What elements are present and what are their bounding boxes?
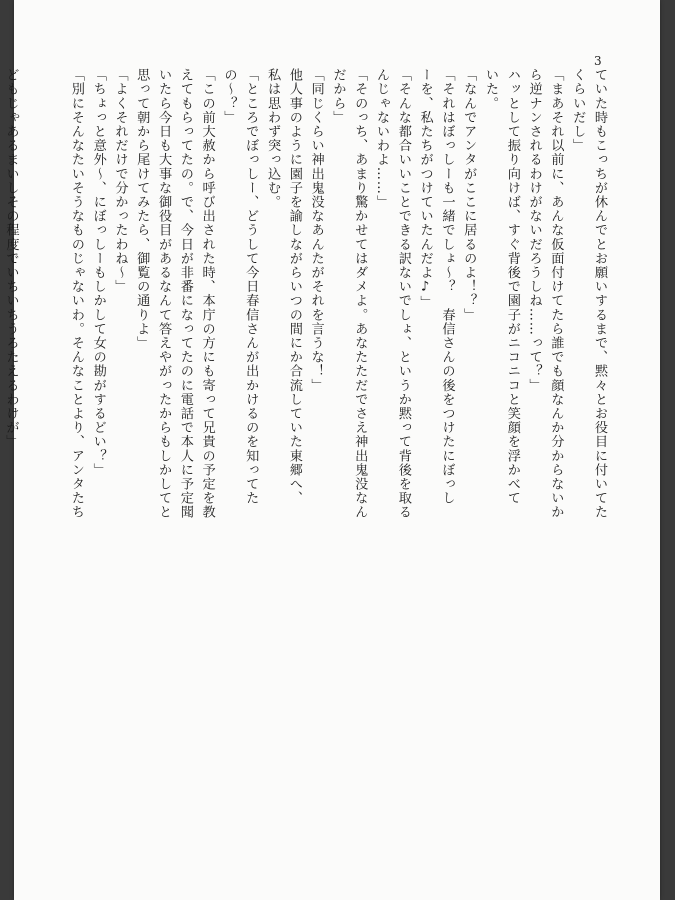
text-line: だから」 [330, 68, 346, 125]
text-line: いたら今日も大事な御役目があるなんて答えやがったからもしかしてと [156, 68, 172, 520]
text-line: いた。 [483, 68, 499, 111]
book-page [3, 0, 660, 900]
text-line: 「ところでぼっしー、どうして今日春信さんが出かけるのを知ってた [243, 68, 259, 506]
text-line: 「まあそれ以前に、あんな仮面付けてたら誰でも顔なんか分からないか [548, 68, 564, 520]
text-line: 「別にそんなたいそうなものじゃないわ。そんなことより、アンタたち [68, 68, 84, 520]
text-line: ら逆ナンされるわけがないだろうしね……って？」 [526, 68, 542, 393]
text-line [21, 68, 43, 858]
vertical-text-body [0, 68, 610, 858]
text-line: ハッとして振り向けば、すぐ背後で園子がニコニコと笑顔を浮かべて [504, 68, 520, 506]
text-line: 「そんな都合いいことできる訳ないでしょ、というか黙って背後を取る [395, 68, 411, 520]
text-line: 「よくそれだけで分かったわね～」 [112, 68, 128, 294]
text-line: 思って朝から尾けてみたら、御覧の通りよ」 [134, 68, 150, 350]
text-line: 他人事のように園子を諭しながらいつの間にか合流していた東郷へ、 [286, 68, 302, 506]
text-line: ていた時もこっちが休んでとお願いするまで、黙々とお役目に付いてた [592, 68, 607, 520]
text-line: ーを、私たちがつけていたんだよ♪」 [417, 68, 433, 310]
text-line: えてもらってたの。で、今日が非番になってたのに電話で本人に予定聞 [177, 68, 193, 520]
text-line: の～？」 [221, 68, 237, 125]
text-line [43, 68, 65, 858]
text-line: 「ちょっと意外～、にぼっしーもしかして女の勘がするどい？」 [90, 68, 106, 477]
text-line: 「なんでアンタがここに居るのよ！？」 [461, 68, 477, 322]
text-line: 「それはぼっしーも一緒でしょ～？ 春信さんの後をつけたにぼっし [439, 68, 455, 506]
text-line: くらいだし」 [570, 68, 586, 153]
text-line: んじゃないわよ……」 [374, 68, 390, 209]
text-line: 「そのっち、あまり驚かせてはダメよ。あなたただでさえ神出鬼没なん [352, 68, 368, 520]
page-number: 3 [594, 54, 602, 68]
text-line: どもじゃあるまいしその程度でいちいちうろたえるわけが」 [3, 68, 19, 449]
text-line: 「同じくらい神出鬼没なあんたがそれを言うな！」 [308, 68, 324, 393]
text-line: 私は思わず突っ込む。 [265, 68, 281, 209]
text-line: 「この前大赦から呼び出された時、本庁の方にも寄って兄貴の予定を教 [199, 68, 215, 520]
